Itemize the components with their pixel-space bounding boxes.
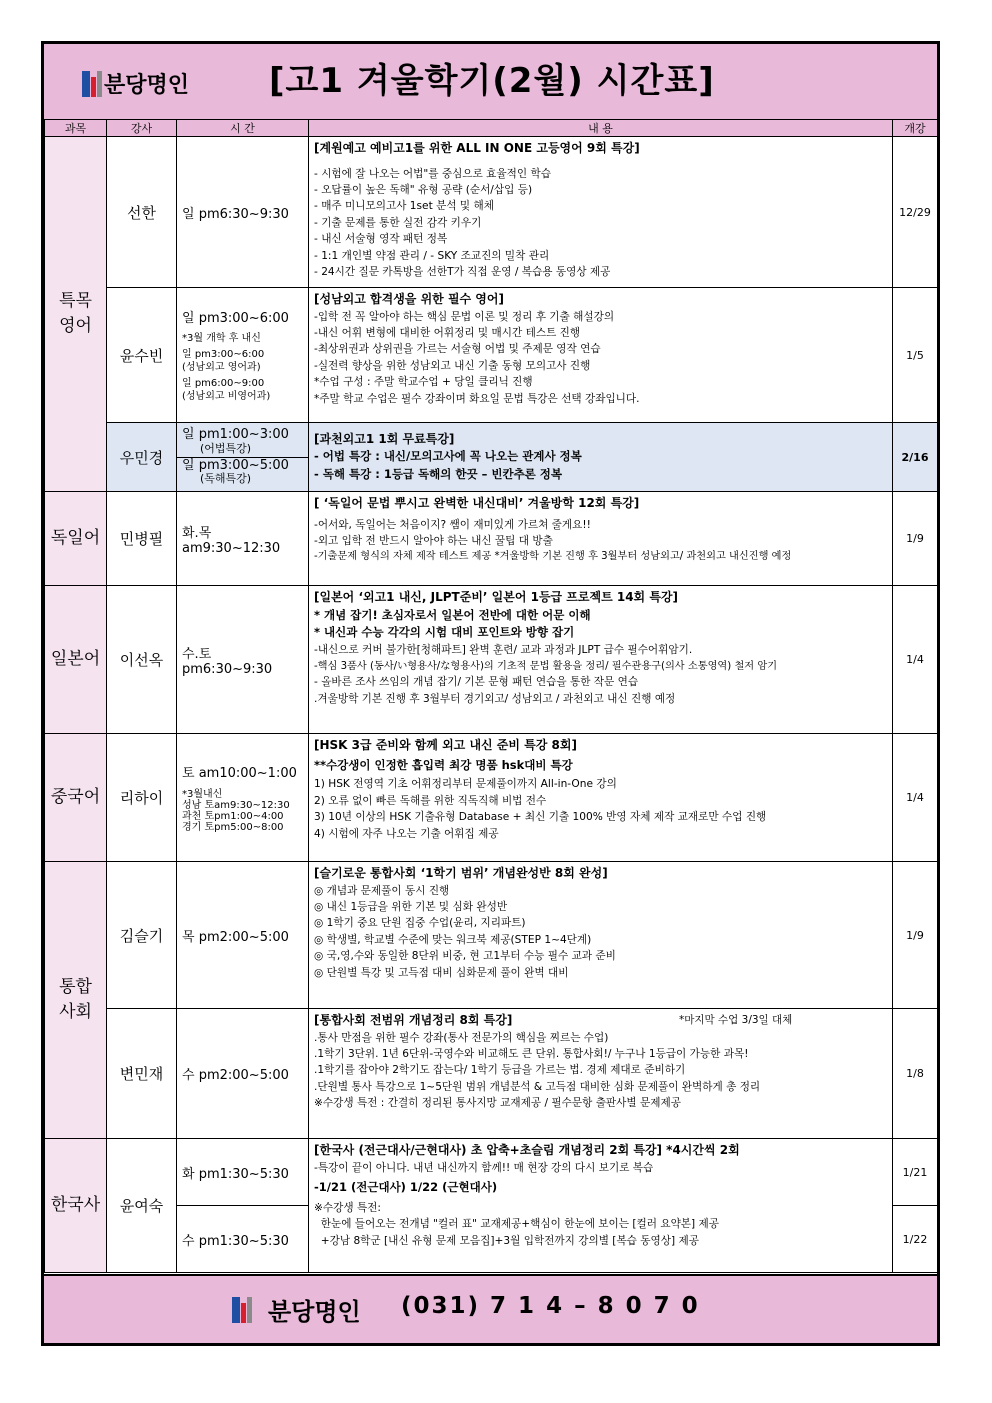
content-line: ◎ 국,영,수와 동일한 8단위 비중, 현 고1부터 수능 필수 교과 준비 [314, 950, 616, 963]
course-heading: [과천외고1 1회 무료특강] [314, 431, 455, 446]
time-cell: 수.토 pm6:30~9:30 [177, 586, 309, 734]
time-cell [177, 734, 309, 862]
content-line: -입학 전 꼭 알아야 하는 핵심 문법 이론 및 정리 후 기출 해설강의 [314, 310, 615, 323]
table-header-row [45, 120, 938, 137]
content-line: 3) 10년 이상의 HSK 기출유형 Database + 최신 기출 100% 반영 자체 제작 교재로만 수업 진행 [314, 811, 767, 824]
col-header-content: 내 용 [309, 120, 893, 137]
time-note: 일 pm3:00~6:00 [182, 349, 265, 360]
course-heading: [슬기로운 통합사회 ‘1학기 범위’ 개념완성반 8회 완성] [314, 866, 608, 880]
content-line: - 24시간 질문 카톡방을 선한T가 직접 운영 / 복습용 동영상 제공 [314, 266, 611, 279]
page-header [44, 44, 937, 121]
course-heading: [일본어 ‘외고1 내신, JLPT준비’ 일본어 1등급 프로젝트 14회 특강] [314, 590, 678, 604]
start-date-cell: 1/4 [893, 734, 938, 862]
timetable-frame [41, 41, 940, 1346]
teacher-cell: 윤여숙 [107, 1139, 177, 1273]
col-header-start: 개강 [893, 120, 938, 137]
brand-logo-icon [232, 1297, 252, 1323]
content-cell [309, 288, 893, 423]
content-line: ◎ 1학기 중요 단원 집중 수업(윤리, 지리파트) [314, 917, 526, 930]
time-note: (성남외고 영어과) [182, 362, 261, 373]
time-cell: 수 pm2:00~5:00 [177, 1009, 309, 1139]
content-line: -실전력 향상을 위한 성남외고 내신 기출 동형 모의고사 진행 [314, 359, 591, 372]
course-heading: [통합사회 전범위 개념정리 8회 특강] [314, 1013, 513, 1027]
start-date-cell: 1/9 [893, 492, 938, 586]
start-date-cell: 2/16 [893, 423, 938, 492]
start-date-cell: 1/21 [893, 1139, 938, 1206]
content-line: ※수강생 특전: [314, 1201, 381, 1214]
time-slot [177, 458, 308, 488]
teacher-cell: 이선옥 [107, 586, 177, 734]
table-row [45, 288, 938, 423]
page-title: [고1 겨울학기(2월) 시간표] [269, 61, 715, 101]
teacher-cell: 리하이 [107, 734, 177, 862]
subject-cell: 통합 사회 [45, 862, 107, 1139]
content-cell [309, 1139, 893, 1273]
time-cell [177, 288, 309, 423]
table-row [45, 734, 938, 862]
content-line: 한눈에 들어오는 전개념 "컬러 표" 교재제공+핵심이 한눈에 보이는 [컬러 요약본] 제공 [314, 1218, 720, 1231]
content-line: -최상위권과 상위권을 가르는 서술형 어법 및 주제문 영작 연습 [314, 343, 601, 356]
table-row [45, 423, 938, 492]
time-cell: 수 pm1:30~5:30 [177, 1206, 309, 1273]
subject-cell: 일본어 [45, 586, 107, 734]
start-date-cell: 1/9 [893, 862, 938, 1009]
time-note: *3월 개학 후 내신 [182, 333, 261, 344]
content-line: -특강이 끝이 아니다. 내년 내신까지 함께!! 매 현장 강의 다시 보기로 복습 [314, 1161, 654, 1174]
table-row [45, 137, 938, 288]
brand-logo-icon [82, 71, 102, 97]
course-heading: [HSK 3급 준비와 함께 외고 내신 준비 특강 8회] [314, 738, 577, 752]
time-note: 일 pm6:00~9:00 [182, 378, 265, 389]
content-line: -1/21 (전근대사) 1/22 (근현대사) [314, 1180, 498, 1194]
content-line: ◎ 개념과 문제풀이 동시 진행 [314, 884, 450, 897]
subject-cell: 특목 영어 [45, 137, 107, 492]
content-line: -내신 어휘 변형에 대비한 어휘정리 및 매시간 테스트 진행 [314, 327, 581, 339]
brand-name: 분당명인 [104, 73, 190, 98]
content-line: *주말 학교 수업은 필수 강좌이며 화요일 문법 특강은 선택 강좌입니다. [314, 392, 640, 405]
footer-brand-name: 분당명인 [268, 1298, 361, 1326]
teacher-cell: 윤수빈 [107, 288, 177, 423]
content-cell [309, 137, 893, 288]
content-line: 1) HSK 전영역 기초 어휘정리부터 문제풀이까지 All-in-One 강의 [314, 778, 617, 791]
col-header-time: 시 간 [177, 120, 309, 137]
content-line: * 내신과 수능 각각의 시험 대비 포인트와 방향 잡기 [314, 625, 575, 640]
content-line: .단원별 통사 특강으로 1~5단원 범위 개념분석 & 고득점 대비한 심화 문제풀이 완벽하게 총 정리 [314, 1080, 761, 1093]
content-line: - 기출 문제를 통한 실전 감각 키우기 [314, 216, 482, 229]
time-cell: 화.목 am9:30~12:30 [177, 492, 309, 586]
heading-line [314, 1011, 887, 1030]
content-cell [309, 1009, 893, 1139]
content-cell [309, 492, 893, 586]
table-row [45, 492, 938, 586]
time-text: 토 am10:00~1:00 [182, 766, 297, 781]
subject-cell: 한국사 [45, 1139, 107, 1273]
course-heading: [한국사 (전근대사/근현대사) 초 압축+초슬림 개념정리 2회 특강] *4시간씩 2회 [314, 1143, 740, 1157]
course-heading: [계원예고 예비고1를 위한 ALL IN ONE 고등영어 9회 특강] [314, 141, 640, 155]
content-line: - 1:1 개인별 약점 관리 / - SKY 조교진의 밀착 관리 [314, 249, 550, 262]
time-text: 일 pm1:00~3:00 [182, 426, 289, 442]
time-text: 일 pm3:00~5:00 [182, 457, 289, 473]
table-row [45, 1139, 938, 1206]
subject-cell: 중국어 [45, 734, 107, 862]
content-line: - 내신 서술형 영작 패턴 정복 [314, 233, 448, 246]
content-line: .1학기 3단위. 1년 6단위-국영수와 비교해도 큰 단위. 통합사회!/ 누구나 1등급이 가능한 과목! [314, 1048, 749, 1060]
heading-note: *마지막 수업 3/3일 대체 [679, 1014, 793, 1026]
time-cell: 화 pm1:30~5:30 [177, 1139, 309, 1206]
time-note: 과천 토pm1:00~4:00 [182, 811, 284, 822]
start-date-cell: 1/4 [893, 586, 938, 734]
content-line: ◎ 학생별, 학교별 수준에 맞는 워크북 제공(STEP 1~4단계) [314, 933, 592, 946]
content-cell [309, 862, 893, 1009]
time-cell [177, 423, 309, 492]
content-line: ◎ 단원별 특강 및 고득점 대비 심화문제 풀이 완벽 대비 [314, 966, 569, 979]
content-line: +강남 8학군 [내신 유형 문제 모음집]+3월 입학전까지 강의별 [복습 동영상] 제공 [314, 1234, 699, 1247]
content-line: -핵심 3품사 (동사/い형용사/な형용사)의 기초적 문법 활용을 정리/ 필수관용구(의사 소통영역) 철저 암기 [314, 660, 778, 672]
time-note: (성남외고 비영어과) [182, 391, 271, 402]
col-header-subject: 과목 [45, 120, 107, 137]
content-line: 2) 오류 없이 빠른 독해를 위한 직독직해 비법 전수 [314, 794, 547, 807]
content-line: ◎ 내신 1등급을 위한 기본 및 심화 완성반 [314, 901, 508, 913]
time-note: 성남 토am9:30~12:30 [182, 800, 290, 811]
content-line: -외고 입학 전 반드시 알아야 하는 내신 꿀팁 대 방출 [314, 535, 553, 547]
content-line: - 오답률이 높은 독해" 유형 공략 (순서/삽입 등) [314, 184, 533, 196]
content-line: -내신으로 커버 불가한[청해파트] 완벽 훈련/ 교과 과정과 JLPT 급수 필수어휘암기. [314, 644, 693, 657]
teacher-cell: 선한 [107, 137, 177, 288]
content-line: * 개념 잡기! 초심자로서 일본어 전반에 대한 어문 이해 [314, 607, 591, 622]
content-line: .통사 만점을 위한 필수 강좌(통사 전문가의 핵심을 찌르는 수업) [314, 1031, 609, 1044]
content-line: 4) 시험에 자주 나오는 기출 어휘집 제공 [314, 827, 499, 840]
start-date-cell: 1/22 [893, 1206, 938, 1273]
table-row [45, 1009, 938, 1139]
content-line: - 독해 특강 : 1등급 독해의 한끗 – 빈칸추론 정복 [314, 467, 563, 482]
teacher-cell: 우민경 [107, 423, 177, 492]
content-line: -기출문제 형식의 자체 제작 테스트 제공 *겨울방학 기본 진행 후 3월부터 성남외고/ 과천외고 내신진행 예정 [314, 551, 792, 563]
subject-cell: 독일어 [45, 492, 107, 586]
table-row [45, 862, 938, 1009]
content-cell [309, 586, 893, 734]
content-line: -어서와, 독일어는 처음이지? 쌤이 재미있게 가르쳐 줄게요!! [314, 518, 591, 531]
content-line: .1학기를 잡아야 2학기도 잡는다/ 1학기 등급을 가르는 법. 경제 제대로 준비하기 [314, 1064, 686, 1077]
content-line: ※수강생 특전 : 간결히 정리된 통사지망 교재제공 / 필수문항 출판사별 문제제공 [314, 1097, 681, 1110]
time-note: (어법특강) [200, 441, 252, 455]
content-line: .겨울방학 기본 진행 후 3월부터 경기외고/ 성남외고 / 과천외고 내신 진행 예정 [314, 692, 676, 705]
time-cell: 일 pm6:30~9:30 [177, 137, 309, 288]
time-note: 경기 토pm5:00~8:00 [182, 822, 284, 833]
table-row [45, 586, 938, 734]
teacher-cell: 김슬기 [107, 862, 177, 1009]
course-heading: [성남외고 합격생을 위한 필수 영어] [314, 292, 504, 306]
content-line: - 올바른 조사 쓰임의 개념 잡기/ 기본 문형 패턴 연습을 통한 작문 연습 [314, 676, 639, 689]
col-header-teacher: 강사 [107, 120, 177, 137]
start-date-cell: 1/8 [893, 1009, 938, 1139]
start-date-cell: 1/5 [893, 288, 938, 423]
teacher-cell: 변민재 [107, 1009, 177, 1139]
content-line: - 매주 미니모의고사 1set 분석 및 해체 [314, 200, 494, 213]
time-note: *3월내신 [182, 789, 223, 800]
content-line: *수업 구성 : 주말 학교수업 + 당일 클리닉 진행 [314, 376, 533, 389]
time-slot [177, 427, 308, 458]
content-line: **수강생이 인정한 흡입력 최강 명품 hsk대비 특강 [314, 757, 573, 772]
phone-number: (031) 7 1 4 – 8 0 7 0 [401, 1293, 700, 1319]
teacher-cell: 민병필 [107, 492, 177, 586]
start-date-cell: 12/29 [893, 137, 938, 288]
timetable [44, 119, 938, 1273]
time-note: (독해특강) [200, 472, 252, 486]
content-cell [309, 423, 893, 492]
course-heading: [ ‘독일어 문법 뿌시고 완벽한 내신대비’ 겨울방학 12회 특강] [314, 496, 640, 510]
page-footer [44, 1274, 937, 1343]
content-cell [309, 734, 893, 862]
time-cell: 목 pm2:00~5:00 [177, 862, 309, 1009]
content-line: - 어법 특강 : 내신/모의고사에 꼭 나오는 관계사 정복 [314, 449, 582, 464]
content-line: - 시험에 잘 나오는 어법"를 중심으로 효율적인 학습 [314, 167, 551, 180]
time-text: 일 pm3:00~6:00 [182, 311, 289, 326]
